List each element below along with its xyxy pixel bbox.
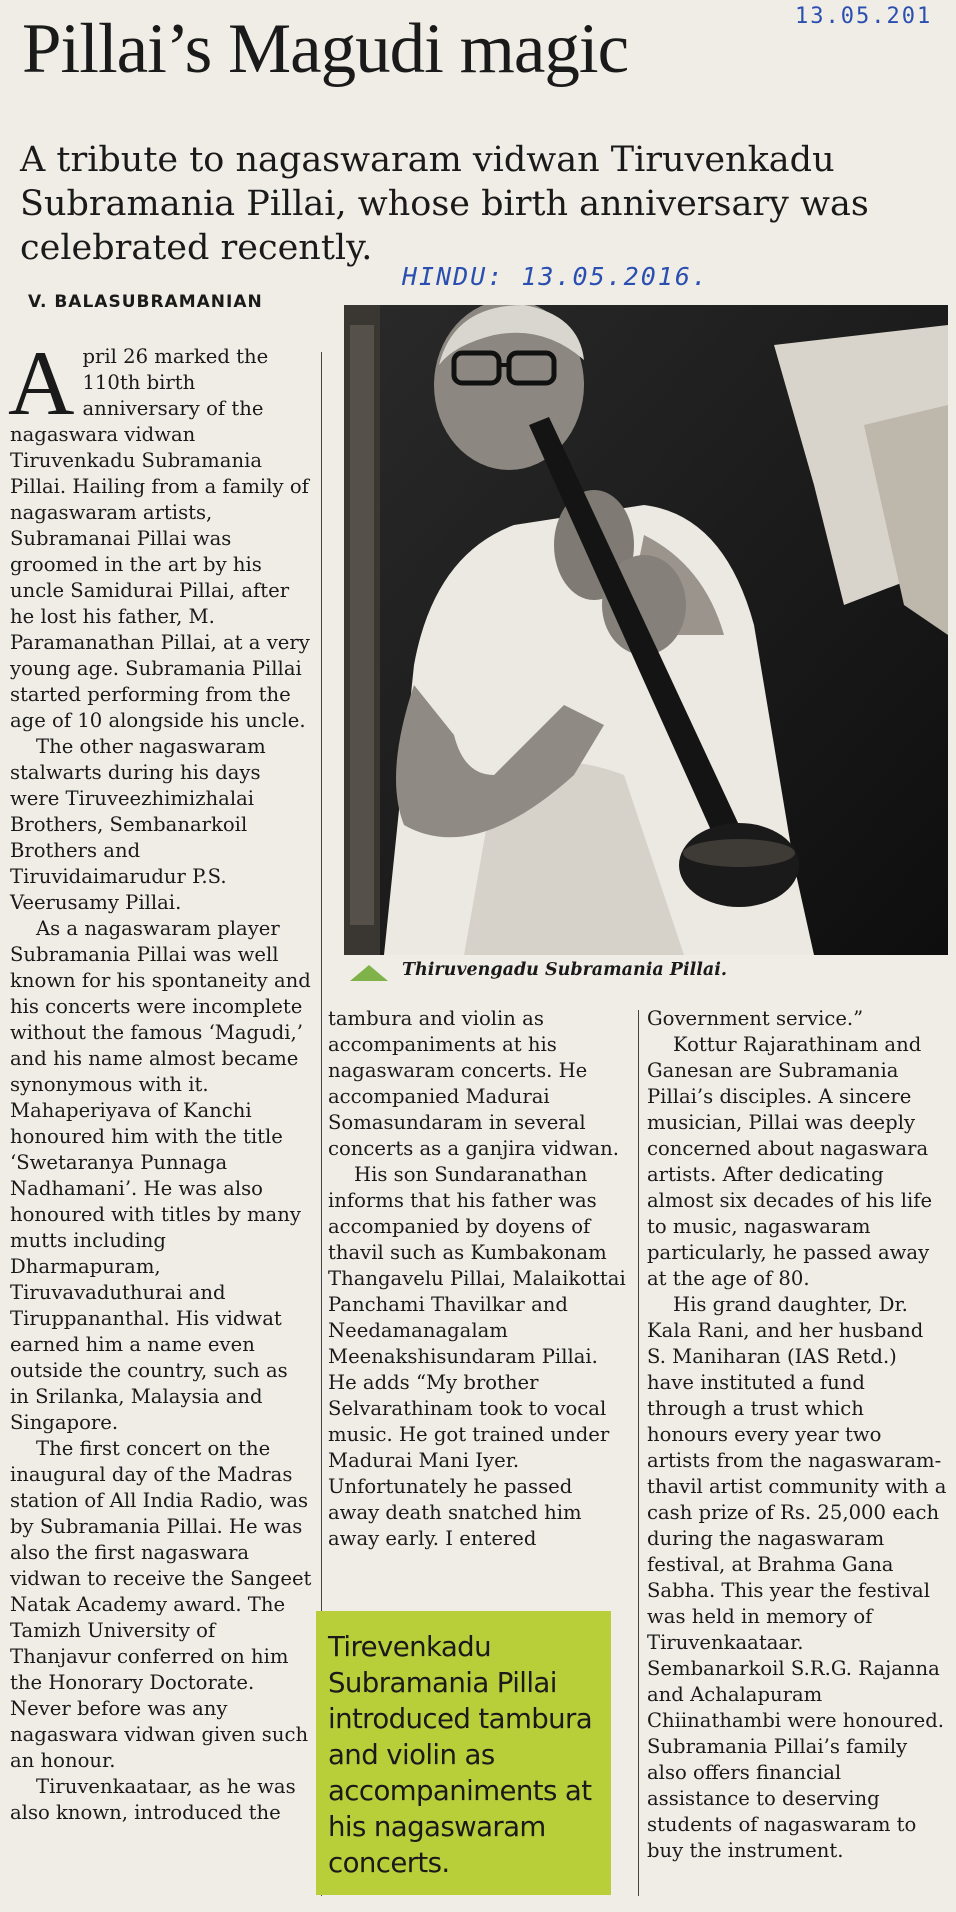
drop-cap: A [8, 332, 75, 434]
article-paragraph: His grand daughter, Dr. Kala Rani, and her husband S. Maniharan (IAS Retd.) have instituted a fund through a trust which honours every year two artists from the nagaswaram-thavil artist community with a cash prize of Rs. 25,000 each during the nagaswaram festival, at Brahma Gana Sabha. This year the festival was held in memory of Tiruvenkaataar. Sembanarkoil S.R.G. Rajanna and Achalapuram Chiinathambi were honoured. Subramania Pillai’s family also offers financial assistance to deserving students of nagaswaram to buy the instrument. [647, 1293, 947, 1862]
article-paragraph: Government service.” [647, 1007, 864, 1030]
pull-quote-box [316, 1611, 611, 1895]
article-paragraph: Tiruvenkaataar, as he was also known, introduced the [10, 1775, 296, 1824]
handwritten-source-note: HINDU: 13.05.2016. [402, 262, 709, 291]
article-deck: A tribute to nagaswaram vidwan Tiruvenkadu Subramania Pillai, whose birth anniversary was celebrated recently. [20, 140, 869, 268]
article-column-2 [328, 1006, 628, 1552]
article-paragraph: tambura and violin as accompaniments at his nagaswaram concerts. He accompanied Madurai Somasundaram in several concerts as a ganjira vidwan. [328, 1007, 619, 1160]
article-paragraph: The first concert on the inaugural day of the Madras station of All India Radio, was by Subramania Pillai. He was also the first nagaswara vidwan to receive the Sangeet Natak Academy award. The Tamizh University of Thanjavur conferred on him the Honorary Doctorate. Never before was any nagaswara vidwan given such an honour. [10, 1437, 312, 1772]
triangle-marker-icon [350, 965, 388, 981]
article-paragraph: His son Sundaranathan informs that his father was accompanied by doyens of thavil such as Kumbakonam Thangavelu Pillai, Malaikottai Panchami Thavilkar and Needamanagalam Meenakshisundaram Pillai. He adds “My brother Selvarathinam took to vocal music. He got trained under Madurai Mani Iyer. Unfortunately he passed away death snatched him away early. I entered [328, 1163, 626, 1550]
article-column-3 [647, 1006, 947, 1864]
article-byline: V. BALASUBRAMANIAN [28, 292, 263, 312]
pull-quote-text: Tirevenkadu Subramania Pillai introduced tambura and violin as accompaniments at his nagaswaram concerts. [328, 1630, 593, 1879]
photo-subramania-pillai [344, 305, 948, 955]
paragraph-text: pril 26 marked the 110th birth anniversary of the nagaswara vidwan Tiruvenkadu Subramania Pillai. Hailing from a family of nagaswaram artists, Subramanai Pillai was groomed in the art by his uncle Samidurai Pillai, after he lost his father, M. Paramanathan Pillai, at a very young age. Subramania Pillai started performing from the age of 10 alongside his uncle. [10, 345, 310, 732]
column-divider [638, 1010, 639, 1896]
article-column-1 [8, 332, 312, 1826]
article-headline: Pillai’s Magudi magic [22, 10, 629, 88]
photo-caption: Thiruvengadu Subramania Pillai. [402, 960, 727, 980]
article-paragraph: The other nagaswaram stalwarts during his days were Tiruveezhimizhalai Brothers, Sembanarkoil Brothers and Tiruvidaimarudur P.S. Veerusamy Pillai. [10, 735, 266, 914]
handwritten-date: 13.05.201 [795, 4, 933, 29]
article-paragraph: Kottur Rajarathinam and Ganesan are Subramania Pillai’s disciples. A sincere musician, Pillai was deeply concerned about nagaswara artists. After dedicating almost six decades of his life to music, nagaswaram particularly, he passed away at the age of 80. [647, 1033, 933, 1290]
article-paragraph [8, 332, 312, 734]
photo-illustration [344, 305, 948, 955]
article-paragraph: As a nagaswaram player Subramania Pillai was well known for his spontaneity and his concerts were incomplete without the famous ‘Magudi,’ and his name almost became synonymous with it. Mahaperiyava of Kanchi honoured him with the title ‘Swetaranya Punnaga Nadhamani’. He was also honoured with titles by many mutts including Dharmapuram, Tiruvavaduthurai and Tiruppananthal. His vidwat earned him a name even outside the country, such as in Srilanka, Malaysia and Singapore. [10, 917, 311, 1434]
